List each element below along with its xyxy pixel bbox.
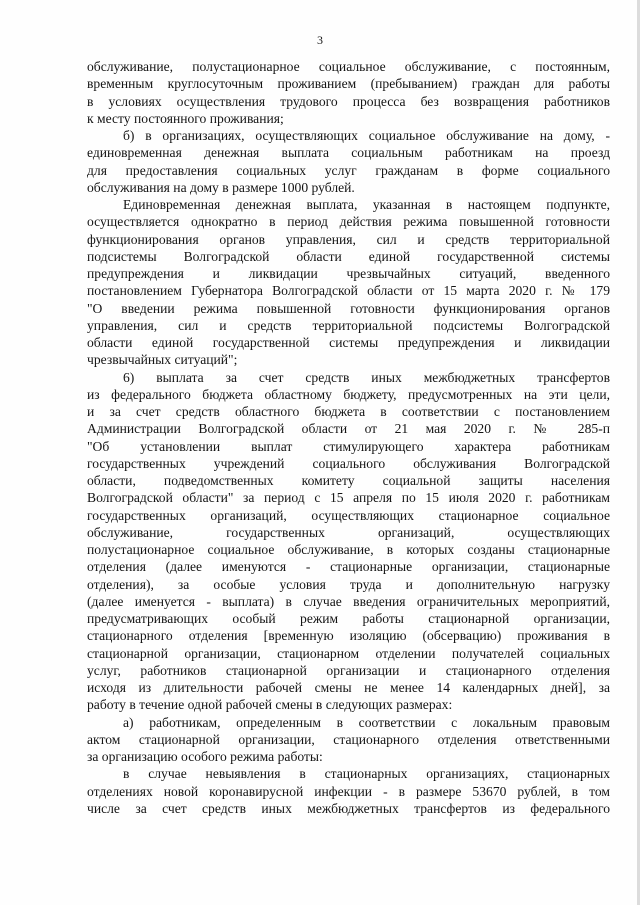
text-line: предупреждения и ликвидации чрезвычайных ситуаций, введенного — [87, 266, 610, 281]
text-line: стационарного отделения [временную изоляцию (обсервацию) проживания в — [87, 628, 610, 644]
text-line: 6) выплата за счет средств иных межбюджетных трансфертов — [123, 369, 610, 385]
text-line: а) работникам, определенным в соответствии с локальным правовым — [123, 714, 610, 730]
text-line: Администрации Волгоградской области от 21 мая 2020 г. № 285-п — [87, 421, 610, 437]
text-line: за организацию особого режима работы: — [87, 749, 323, 764]
text-line: к месту постоянного проживания; — [87, 110, 284, 126]
text-line: временным круглосуточным проживанием (пребыванием) граждан для работы — [87, 76, 610, 92]
text-line: работу в течение одной рабочей смены в следующих размерах: — [87, 697, 453, 713]
page-number: 3 — [317, 33, 323, 47]
text-line: единовременная денежная выплата социальным работникам на проезд — [87, 145, 610, 161]
text-line: осуществляется однократно в период действия режима повышенной готовности — [87, 214, 610, 230]
text-line: числе за счет средств иных межбюджетных трансфертов из федерального — [87, 800, 610, 816]
text-line: обслуживание, государственных организаций, осуществляющих — [87, 524, 610, 540]
text-line: Волгоградской области" за период с 15 апреля по 15 июля 2020 г. работникам — [87, 490, 610, 506]
text-line: управления, сил и средств территориальной подсистемы Волгоградской — [87, 317, 610, 333]
text-line: в случае невыявления в стационарных организациях, стационарных — [123, 766, 610, 782]
text-line: отделения (далее именуются - стационарные организации, стационарные — [87, 559, 610, 575]
text-line: "О введении режима повышенной готовности функционирования органов — [87, 300, 610, 316]
text-line: предусматривающих особый режим работы стационарной организации, — [87, 611, 610, 626]
text-line: подсистемы Волгоградской области единой государственной системы — [87, 248, 610, 264]
text-line: Единовременная денежная выплата, указанная в настоящем подпункте, — [123, 197, 610, 212]
text-line: государственных организаций, осуществляющих стационарное социальное — [87, 507, 610, 523]
text-line: услуг, работников стационарной организации и стационарного отделения — [87, 662, 610, 678]
text-line: обслуживания на дому в размере 1000 рублей. — [87, 179, 355, 195]
text-line: исходя из длительности рабочей смены не менее 14 календарных дней], за — [87, 680, 610, 695]
text-line: области единой государственной системы предупреждения и ликвидации — [87, 335, 610, 350]
text-line: актом стационарной организации, стационарного отделения ответственными — [87, 731, 610, 747]
text-line: "Об установлении выплат стимулирующего характера работникам — [87, 438, 610, 454]
document-text — [87, 58, 610, 817]
text-line: для предоставления социальных услуг гражданам в форме социального — [87, 162, 610, 178]
text-line: функционирования органов управления, сил и средств территориальной — [87, 231, 610, 247]
text-line: стационарной организации, стационарном отделении получателей социальных — [87, 645, 610, 661]
text-line: б) в организациях, осуществляющих социальное обслуживание на дому, - — [123, 128, 610, 143]
text-line: обслуживание, полустационарное социальное обслуживание, с постоянным, — [87, 59, 610, 74]
text-line: чрезвычайных ситуаций"; — [87, 352, 238, 368]
text-line: государственных учреждений социального обслуживания Волгоградской — [87, 455, 610, 471]
text-line: из федерального бюджета областному бюджету, предусмотренных на эти цели, — [87, 386, 610, 402]
text-line: в условиях осуществления трудового процесса без возвращения работников — [87, 93, 610, 109]
text-line: (далее именуется - выплата) в случае введения ограничительных мероприятий, — [87, 593, 610, 609]
text-line: отделения), за особые условия труда и дополнительную нагрузку — [87, 576, 610, 592]
text-line: и за счет средств областного бюджета в соответствии с постановлением — [87, 404, 610, 419]
text-line: отделениях новой коронавирусной инфекции - в размере 53670 рублей, в том — [87, 783, 610, 799]
text-line: полустационарное социальное обслуживание, в которых созданы стационарные — [87, 542, 610, 557]
text-line: постановлением Губернатора Волгоградской области от 15 марта 2020 г. № 179 — [87, 283, 610, 299]
text-line: области, подведомственных комитету социальной защиты населения — [87, 473, 610, 488]
